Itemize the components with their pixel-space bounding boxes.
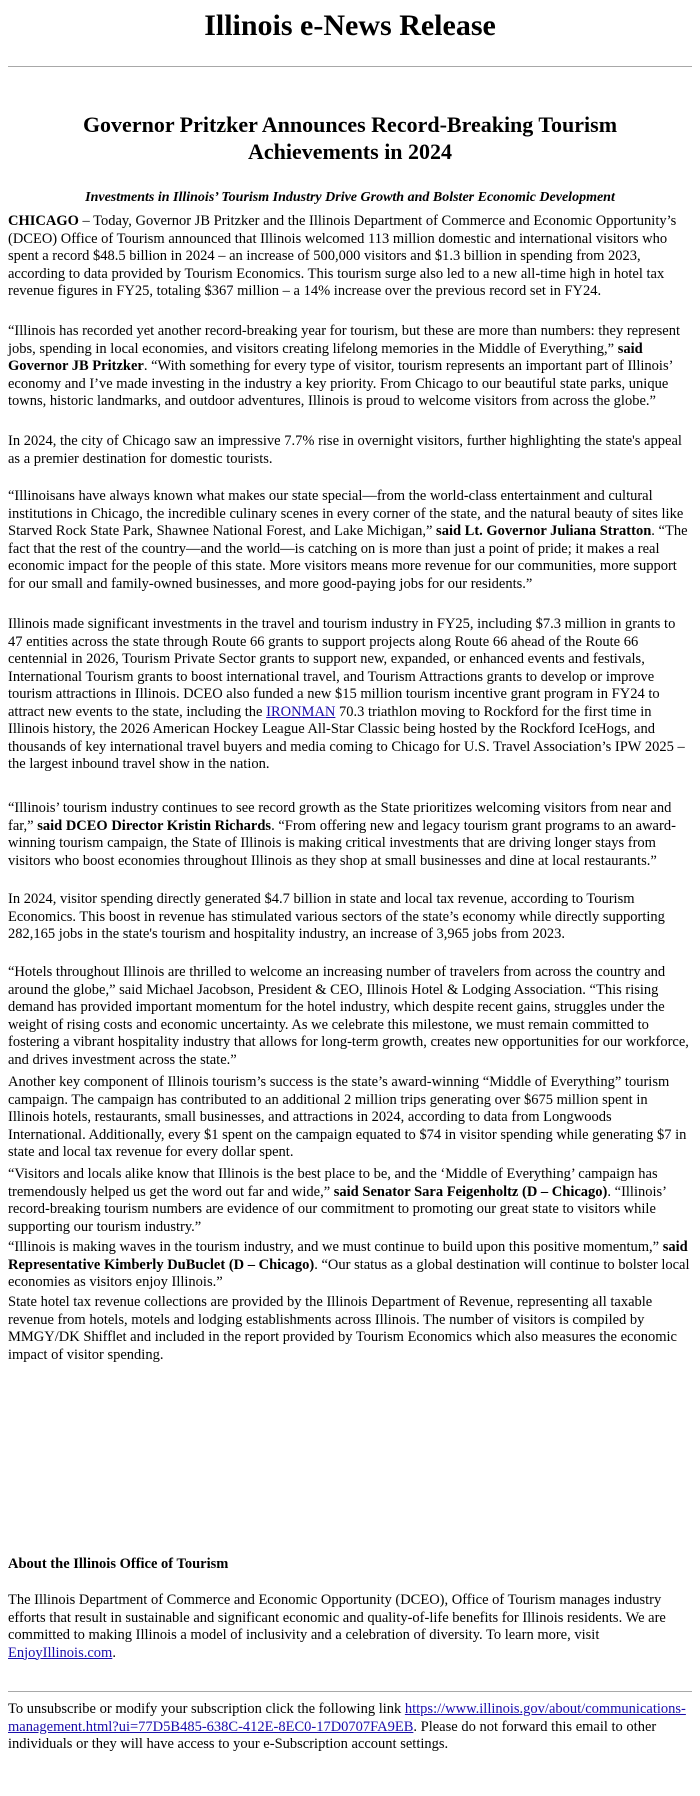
paragraph-data-sources: State hotel tax revenue collections are provided by the Illinois Department of Revenue, representing all taxable revenue from hotels, motels and lodging establishments across Illinois. The number of visitors is compiled by MMGY/DK Shifflet and included in the report provided by Tourism Economics which also measures the economic impact of visitor spending. <box>8 1294 677 1363</box>
release-headline: Governor Pritzker Announces Record-Breaking Tourism Achievements in 2024 <box>82 112 618 164</box>
quote-text: “Illinois is making waves in the tourism industry, and we must continue to build upon this positive momentum,” <box>8 1239 663 1255</box>
quote-text: . “With something for every type of visitor, tourism represents an important part of Illinois’ economy and I’ve made investing in the industry a key priority. From Chicago to our beautiful state parks, unique towns, historic landmarks, and outdoor adventures, Illinois is proud to welcome visitors from across the globe.” <box>8 358 673 409</box>
paragraph-hotel-quote: “Hotels throughout Illinois are thrilled to welcome an increasing number of travelers from across the country and around the globe,” said Michael Jacobson, President & CEO, Illinois Hotel & Lodging Association. “This rising demand has provided important momentum for the hotel industry, which despite recent gains, struggles under the weight of rising costs and economic uncertainty. As we celebrate this milestone, we must remain committed to fostering a vibrant hospitality industry that allows for long-term growth, creates new opportunities for our workforce, and drives investment across the state.” <box>8 964 689 1068</box>
paragraph-senator-quote <box>8 1166 692 1236</box>
paragraph-investments <box>8 616 692 774</box>
top-divider <box>8 66 692 67</box>
quote-text: “Illinois has recorded yet another record-breaking year for tourism, but these are more than numbers: they represent jobs, spending in local economies, and visitors creating lifelong memories in the Middle of Everything,” <box>8 323 680 357</box>
release-subheadline: Investments in Illinois’ Tourism Industry Drive Growth and Bolster Economic Development <box>85 190 615 205</box>
paragraph-governor-quote <box>8 323 692 411</box>
dateline: CHICAGO <box>8 213 79 229</box>
speaker-attribution: said Lt. Governor Juliana Stratton <box>436 523 652 539</box>
quote-text: . “Illinois’ record-breaking tourism numbers are evidence of our commitment to promoting our great state to visitors while supporting our tourism industry.” <box>8 1183 666 1235</box>
unsubscribe-footer <box>8 1701 692 1754</box>
paragraph-intro <box>8 213 692 301</box>
speaker-attribution: said Representative Kimberly DuBuclet (D – Chicago) <box>8 1239 688 1273</box>
paragraph-representative-quote <box>8 1239 692 1292</box>
paragraph-about <box>8 1592 692 1662</box>
speaker-attribution: said DCEO Director Kristin Richards <box>37 817 272 834</box>
paragraph-text: The Illinois Department of Commerce and Economic Opportunity (DCEO), Office of Tourism manages industry efforts that result in sustainable and significant economic and quality-of-life benefits for Illinois residents. We are committed to making Illinois a model of inclusivity and a celebration of diversity. To learn more, visit <box>8 1592 666 1643</box>
quote-text: “Visitors and locals alike know that Illinois is the best place to be, and the ‘Middle of Everything’ campaign has tremendously helped us get the word out far and wide,” <box>8 1166 658 1200</box>
quote-text: . “From offering new and legacy tourism grant programs to an award-winning tourism campaign, the State of Illinois is making critical investments that are driving longer stays from visitors who boost economies throughout Illinois as they shop at small businesses and dine at local restaurants.” <box>8 817 676 869</box>
enjoy-illinois-link[interactable]: EnjoyIllinois.com <box>8 1644 113 1661</box>
ironman-link[interactable]: IRONMAN <box>266 703 336 720</box>
speaker-attribution: said Governor JB Pritzker <box>8 340 643 374</box>
about-heading: About the Illinois Office of Tourism <box>8 1556 229 1572</box>
subscription-management-link[interactable]: https://www.illinois.gov/about/communications-management.html?ui=77D5B485-638C-412E-8EC0-17D0707FA9EB <box>8 1701 686 1735</box>
paragraph-campaign: Another key component of Illinois tourism’s success is the state’s award-winning “Middle of Everything” tourism campaign. The campaign has contributed to an additional 2 million trips generating over $675 million spent in Illinois hotels, restaurants, small businesses, and attractions in 2024, according to data from Longwoods International. Additionally, every $1 spent on the campaign equated to $74 in visitor spending while generating $7 in state and local tax revenue for every dollar spent. <box>8 1074 687 1160</box>
masthead-title: Illinois e-News Release <box>204 9 496 42</box>
footer-text: . Please do not forward this email to other individuals or they will have access to your e-Subscription account settings. <box>8 1718 657 1752</box>
paragraph-text: 70.3 triathlon moving to Rockford for the first time in Illinois history, the 2026 American Hockey League All-Star Classic being hosted by the Rockford IceHogs, and thousands of key international travel buyers and media coming to Chicago for U.S. Travel Association’s IPW 2025 – the largest inbound travel show in the nation. <box>8 703 685 772</box>
paragraph-chicago-visitors: In 2024, the city of Chicago saw an impressive 7.7% rise in overnight visitors, further highlighting the state's appeal as a premier destination for domestic tourists. <box>8 433 682 467</box>
quote-text: “Illinois’ tourism industry continues to see record growth as the State prioritizes welcoming visitors from near and far,” <box>8 800 672 834</box>
bottom-divider <box>8 1691 692 1692</box>
paragraph-tax-revenue: In 2024, visitor spending directly generated $4.7 billion in state and local tax revenue, according to Tourism Economics. This boost in revenue has stimulated various sectors of the state’s economy while directly supporting 282,165 jobs in the state's tourism and hospitality industry, an increase of 3,965 jobs from 2023. <box>8 891 665 942</box>
quote-text: . “The fact that the rest of the country—and the world—is catching on is more than just a point of pride; it makes a real economic impact for the people of this state. More visitors means more revenue for our communities, more support for our small and family-owned businesses, and more good-paying jobs for our residents.” <box>8 523 688 592</box>
paragraph-dceo-quote <box>8 800 692 870</box>
paragraph-lt-governor-quote <box>8 488 692 593</box>
quote-text: . “Our status as a global destination will continue to bolster local economies as visitors enjoy Illinois.” <box>8 1256 690 1290</box>
paragraph-text: . <box>112 1644 116 1661</box>
speaker-attribution: said Senator Sara Feigenholtz (D – Chicago) <box>333 1183 608 1200</box>
paragraph-text: Illinois made significant investments in the travel and tourism industry in FY25, including $7.3 million in grants to 47 entities across the state through Route 66 grants to support projects along Route 66 ahead of the Route 66 centennial in 2026, Tourism Private Sector grants to support new, expanded, or enhanced events and festivals, International Tourism grants to boost international travel, and Tourism Attractions grants to develop or improve tourism attractions in Illinois. DCEO also funded a new $15 million tourism incentive grant program in FY24 to attract new events to the state, including the <box>8 616 676 720</box>
quote-text: “Illinoisans have always known what makes our state special—from the world-class entertainment and cultural institutions in Chicago, the incredible culinary scenes in every corner of the state, and the natural beauty of sites like Starved Rock State Park, Shawnee National Forest, and Lake Michigan,” <box>8 488 684 539</box>
footer-text: To unsubscribe or modify your subscription click the following link <box>8 1701 405 1717</box>
paragraph-text: – Today, Governor JB Pritzker and the Illinois Department of Commerce and Economic Opportunity’s (DCEO) Office of Tourism announced that Illinois welcomed 113 million domestic and international visitors who spent a record $48.5 billion in 2024 – an increase of 500,000 visitors and $1.3 billion in spending from 2023, according to data provided by Tourism Economics. This tourism surge also led to a new all-time high in hotel tax revenue figures in FY25, totaling $367 million – a 14% increase over the previous record set in FY24. <box>8 213 677 299</box>
